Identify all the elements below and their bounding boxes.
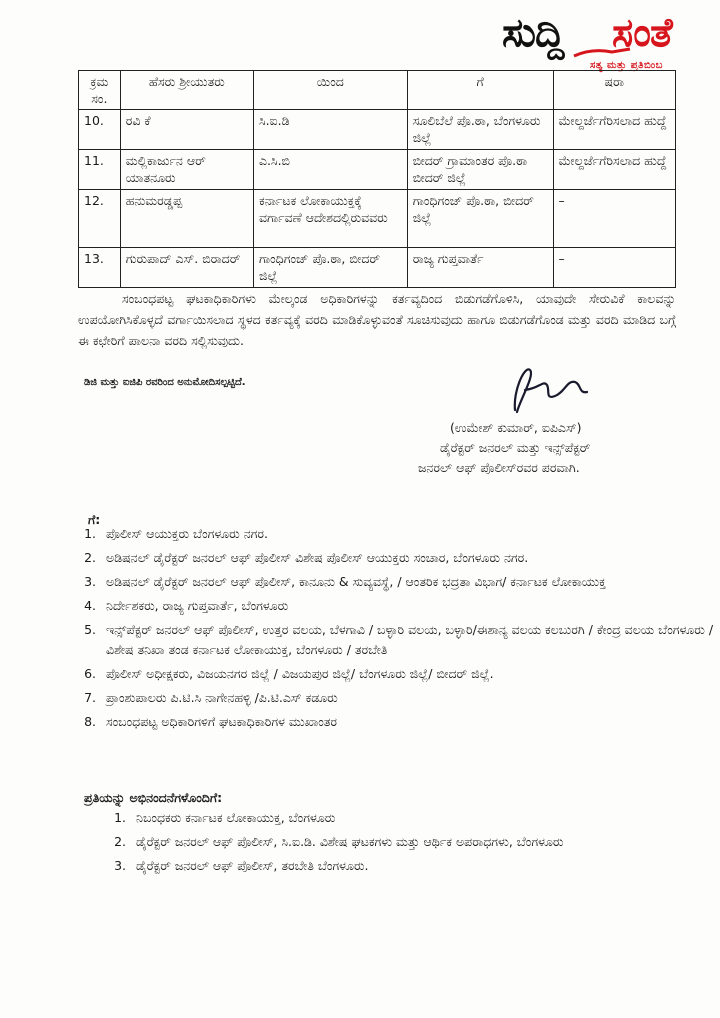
cell-no: 12. <box>79 190 121 248</box>
table-row <box>79 150 676 190</box>
list-item: 3. ಡೈರೆಕ್ಟರ್ ಜನರಲ್ ಆಫ್ ಪೊಲೀಸ್, ತರಬೇತಿ ಬೆಂಗಳೂರು. <box>130 856 720 876</box>
cell-from: ಕರ್ನಾಟಕ ಲೋಕಾಯುಕ್ತಕ್ಕೆ ವರ್ಗಾವಣೆ ಆದೇಶದಲ್ಲಿರುವವರು <box>253 190 407 248</box>
cell-from: ಸಿ.ಐ.ಡಿ <box>253 110 407 150</box>
list-item: 3. ಅಡಿಷನಲ್ ಡೈರೆಕ್ಟರ್ ಜನರಲ್ ಆಫ್ ಪೊಲೀಸ್, ಕಾನೂನು & ಸುವ್ಯವಸ್ಥೆ, / ಆಂತರಿಕ ಭದ್ರತಾ ವಿಭಾಗ/ ಕರ್ನಾಟಕ ಲೋಕಾಯುಕ್ತ <box>100 572 715 592</box>
table-row <box>79 248 676 288</box>
list-item: 1. ಪೊಲೀಸ್ ಆಯುಕ್ತರು ಬೆಂಗಳೂರು ನಗರ. <box>100 524 715 544</box>
copy-label: ಪ್ರತಿಯನ್ನು ಅಭಿನಂದನೆಗಳೊಂದಿಗೆ: <box>84 790 223 805</box>
list-item: 5. ಇನ್ಸ್‌ಪೆಕ್ಟರ್ ಜನರಲ್ ಆಫ್ ಪೊಲೀಸ್, ಉತ್ತರ ವಲಯ, ಬೆಳಗಾವಿ / ಬಳ್ಳಾರಿ ವಲಯ, ಬಳ್ಳಾರಿ/ಈಶಾನ್ಯ ವಲಯ ಕಲಬುರಗಿ / ಕೇಂದ್ರ ವಲಯ ಬೆಂಗಳೂರು / ವಿಶೇಷ ತನಿಖಾ ತಂಡ ಕರ್ನಾಟಕ ಲೋಕಾಯುಕ್ತ, ಬೆಂಗಳೂರು / ತರಬೇತಿ <box>100 620 715 660</box>
cell-to: ಸೂಲಿಬೆಲೆ ಪೊ.ಠಾ, ಬೆಂಗಳೂರು ಜಿಲ್ಲೆ <box>407 110 553 150</box>
signature <box>495 360 615 420</box>
cell-name: ಹನುಮರಡ್ಡಪ್ಪ <box>120 190 253 248</box>
suddi-sante-logo <box>502 6 712 76</box>
list-item: 7. ಪ್ರಾಂಶುಪಾಲರು ಪಿ.ಟಿ.ಸಿ ನಾಗೇನಹಳ್ಳಿ /ಪಿ.ಟಿ.ಎಸ್ ಕಡೂರು <box>100 688 715 708</box>
list-item: 2. ಡೈರೆಕ್ಟರ್ ಜನರಲ್ ಆಫ್ ಪೊಲೀಸ್, ಸಿ.ಐ.ಡಿ. ವಿಶೇಷ ಘಟಕಗಳು ಮತ್ತು ಆರ್ಥಿಕ ಅಪರಾಧಗಳು, ಬೆಂಗಳೂರು <box>130 832 720 852</box>
signatory-block <box>418 418 700 478</box>
cell-no: 10. <box>79 110 121 150</box>
cell-note: – <box>553 248 675 288</box>
table-header-row <box>79 71 676 110</box>
list-item: 1. ನಿಬಂಧಕರು ಕರ್ನಾಟಕ ಲೋಕಾಯುಕ್ತ, ಬೆಂಗಳೂರು <box>130 808 720 828</box>
col-header-name: ಹೆಸರು ಶ್ರೀಯುತರು <box>120 71 253 110</box>
col-header-from: ಯಿಂದ <box>253 71 407 110</box>
cell-note: ಮೇಲ್ದರ್ಜೆಗೆರಿಸಲಾದ ಹುದ್ದೆ <box>553 150 675 190</box>
cell-note: – <box>553 190 675 248</box>
cell-from: ಎ.ಸಿ.ಬಿ <box>253 150 407 190</box>
logo-word-left: ಸುದ್ದಿ <box>502 10 564 56</box>
list-item: 8. ಸಂಬಂಧಪಟ್ಟ ಅಧಿಕಾರಿಗಳಿಗೆ ಘಟಕಾಧಿಕಾರಿಗಳ ಮುಖಾಂತರ <box>100 712 715 732</box>
cell-to: ಗಾಂಧಿಗಂಜ್ ಪೊ.ಠಾ, ಬೀದರ್ ಜಿಲ್ಲೆ <box>407 190 553 248</box>
list-item: 4. ನಿರ್ದೇಶಕರು, ರಾಜ್ಯ ಗುಪ್ತವಾರ್ತೆ, ಬೆಂಗಳೂರು <box>100 596 715 616</box>
cell-to: ಬೀದರ್ ಗ್ರಾಮಾಂತರ ಪೊ.ಠಾ ಬೀದರ್ ಜಿಲ್ಲೆ <box>407 150 553 190</box>
table-row <box>79 190 676 248</box>
recipients-list <box>78 524 715 736</box>
instruction-paragraph: ಸಂಬಂಧಪಟ್ಟ ಘಟಕಾಧಿಕಾರಿಗಳು ಮೇಲ್ಕಂಡ ಅಧಿಕಾರಿಗಳನ್ನು ಕರ್ತವ್ಯದಿಂದ ಬಿಡುಗಡೆಗೊಳಿಸಿ, ಯಾವುದೇ ಸೇರುವಿಕೆ ಕಾಲವನ್ನು ಉಪಯೋಗಿಸಿಕೊಳ್ಳದೆ ವರ್ಗಾಯಿಸಲಾದ ಸ್ಥಳದ ಕರ್ತವ್ಯಕ್ಕೆ ವರದಿ ಮಾಡಿಕೊಳ್ಳುವಂತೆ ಸೂಚಿಸುವುದು ಹಾಗೂ ಬಿಡುಗಡೆಗೊಂಡ ಮತ್ತು ವರದಿ ಮಾಡಿದ ಬಗ್ಗೆ ಈ ಕಛೇರಿಗೆ ಪಾಲನಾ ವರದಿ ಸಲ್ಲಿಸುವುದು. <box>78 291 676 348</box>
logo-swoosh-icon <box>572 46 632 60</box>
col-header-to: ಗೆ <box>407 71 553 110</box>
cell-name: ಗುರುಪಾದ್ ಎಸ್. ಬಿರಾದರ್ <box>120 248 253 288</box>
col-header-note: ಷರಾ <box>553 71 675 110</box>
cell-name: ಮಲ್ಲಿಕಾರ್ಜುನ ಆರ್ ಯಾತನೂರು <box>120 150 253 190</box>
to-label: ಗೆ: <box>88 512 101 527</box>
approval-note: ಡಿಜಿ ಮತ್ತು ಐಜಿಪಿ ರವರಿಂದ ಅನುಮೋದಿಸಲ್ಪಟ್ಟಿದೆ. <box>84 377 246 388</box>
list-item: 6. ಪೊಲೀಸ್ ಅಧೀಕ್ಷಕರು, ವಿಜಯನಗರ ಜಿಲ್ಲೆ / ವಿಜಯಪುರ ಜಿಲ್ಲೆ/ ಬೆಂಗಳೂರು ಜಿಲ್ಲೆ/ ಬೀದರ್ ಜಿಲ್ಲೆ. <box>100 664 715 684</box>
cell-from: ಗಾಂಧಿಗಂಜ್ ಪೊ.ಠಾ, ಬೀದರ್ ಜಿಲ್ಲೆ <box>253 248 407 288</box>
table-row <box>79 110 676 150</box>
signatory-name: (ಉಮೇಶ್ ಕುಮಾರ್, ಐಪಿಎಸ್) <box>450 420 582 435</box>
signatory-designation: ಡೈರೆಕ್ಟರ್ ಜನರಲ್ ಮತ್ತು ಇನ್ಸ್‌ಪೆಕ್ಟರ್ <box>440 440 591 455</box>
cell-no: 11. <box>79 150 121 190</box>
signatory-on-behalf: ಜನರಲ್ ಆಫ್ ಪೊಲೀಸ್‌ರವರ ಪರವಾಗಿ. <box>418 460 580 475</box>
copies-list <box>108 808 720 880</box>
transfer-table <box>78 70 676 288</box>
logo-word-right: ಸಂತೆ <box>612 10 672 56</box>
cell-note: ಮೇಲ್ದರ್ಜೆಗೆರಿಸಲಾದ ಹುದ್ದೆ <box>553 110 675 150</box>
list-item: 2. ಅಡಿಷನಲ್ ಡೈರೆಕ್ಟರ್ ಜನರಲ್ ಆಫ್ ಪೊಲೀಸ್ ವಿಶೇಷ ಪೊಲೀಸ್ ಆಯುಕ್ತರು ಸಂಚಾರ, ಬೆಂಗಳೂರು ನಗರ. <box>100 548 715 568</box>
col-header-no: ಕ್ರಮ ಸಂ. <box>79 71 121 110</box>
cell-no: 13. <box>79 248 121 288</box>
cell-to: ರಾಜ್ಯ ಗುಪ್ತವಾರ್ತೆ <box>407 248 553 288</box>
cell-name: ರವಿ ಕೆ <box>120 110 253 150</box>
logo-tagline: ಸತ್ಯ ಮತ್ತು ಪ್ರತಿಬಿಂಬ <box>590 60 663 71</box>
